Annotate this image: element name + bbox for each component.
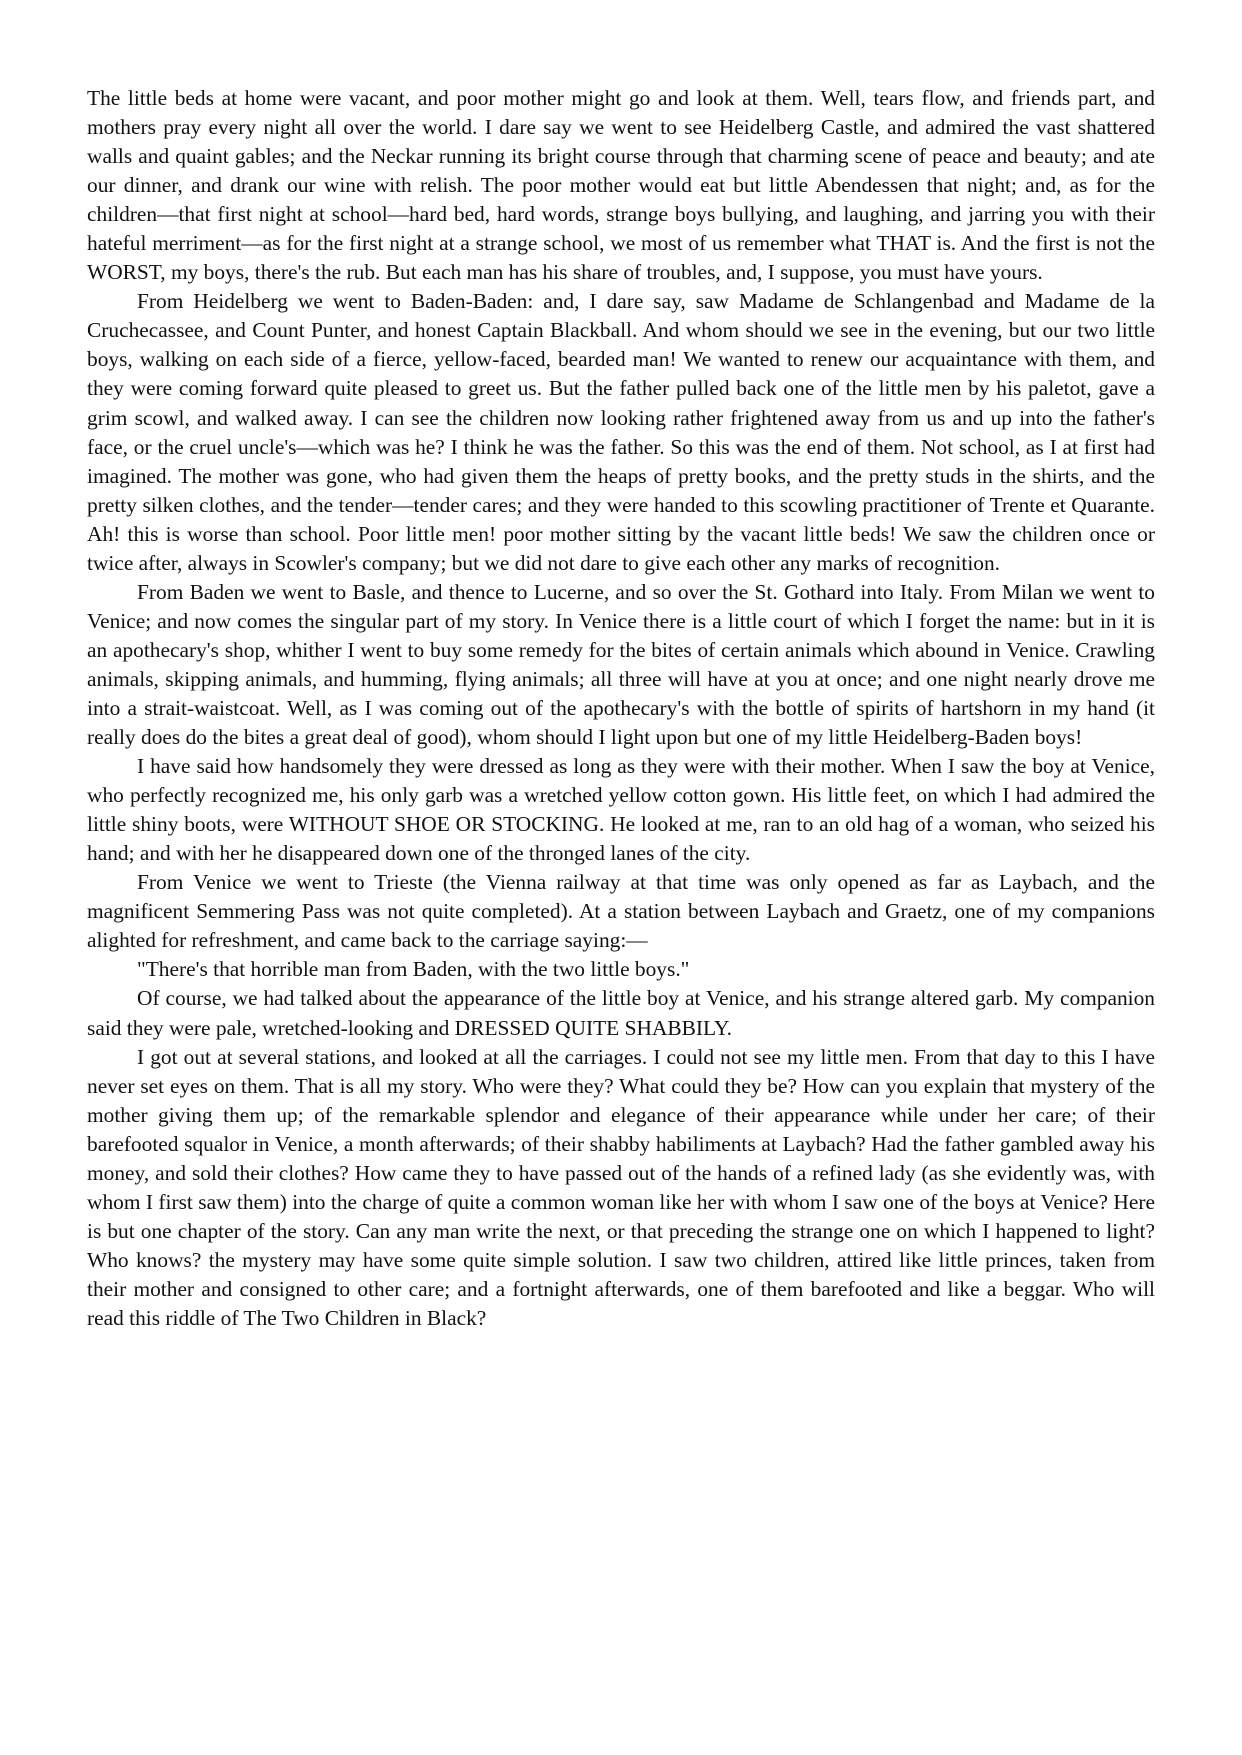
paragraph-venice-apothecary: From Baden we went to Basle, and thence to Lucerne, and so over the St. Gothard into Italy. From Milan we went to Venice; and now comes the singular part of my story. In Venice there is a little court of which I forget the name: but in it is an apothecary's shop, whither I went to buy some remedy for the bites of certain animals which abound in Venice. Crawling animals, skipping animals, and humming, flying animals; all three will have at you at once; and one night nearly drove me into a strait-waistcoat. Well, as I was coming out of the apothecary's with the bottle of spirits of hartshorn in my hand (it really does do the bites a great deal of good), whom should I light upon but one of my little Heidelberg-Baden boys! (87, 579, 1155, 750)
paragraph-boy-at-venice: I have said how handsomely they were dressed as long as they were with their mother. When I saw the boy at Venice, who perfectly recognized me, his only garb was a wretched yellow cotton gown. His little feet, on which I had admired the little shiny boots, were WITHOUT SHOE OR STOCKING. He looked at me, ran to an old hag of a woman, who seized his hand; and with her he disappeared down one of the thronged lanes of the city. (87, 754, 1155, 866)
paragraph-heidelberg-castle: The little beds at home were vacant, and poor mother might go and look at them. Well, tears flow, and friends part, and mothers pray every night all over the world. I dare say we went to see Heidelberg Castle, and admired the vast shattered walls and quaint gables; and the Neckar running its bright course through that charming scene of peace and beauty; and ate our dinner, and drank our wine with relish. The poor mother would eat but little Abendessen that night; and, as for the children—that first night at school—hard bed, hard words, strange boys bullying, and laughing, and jarring you with their hateful merriment—as for the first night at a strange school, we most of us remember what THAT is. And the first is not the WORST, my boys, there's the rub. But each man has his share of troubles, and, I suppose, you must have yours. (87, 86, 1155, 285)
document-page (87, 84, 1155, 1333)
paragraph-baden-baden: From Heidelberg we went to Baden-Baden: and, I dare say, saw Madame de Schlangenbad and Madame de la Cruchecassee, and Count Punter, and honest Captain Blackball. And whom should we see in the evening, but our two little boys, walking on each side of a fierce, yellow-faced, bearded man! We wanted to renew our acquaintance with them, and they were coming forward quite pleased to greet us. But the father pulled back one of the little men by his paletot, gave a grim scowl, and walked away. I can see the children now looking rather frightened away from us and up into the father's face, or the cruel uncle's—which was he? I think he was the father. So this was the end of them. Not school, as I at first had imagined. The mother was gone, who had given them the heaps of pretty books, and the pretty studs in the shirts, and the pretty silken clothes, and the tender—tender cares; and they were handed to this scowling practitioner of Trente et Quarante. Ah! this is worse than school. Poor little men! poor mother sitting by the vacant little beds! We saw the children once or twice after, always in Scowler's company; but we did not dare to give each other any marks of recognition. (87, 289, 1155, 575)
paragraph-trieste-journey: From Venice we went to Trieste (the Vienna railway at that time was only opened as far as Laybach, and the magnificent Semmering Pass was not quite completed). At a station between Laybach and Graetz, one of my companions alighted for refreshment, and came back to the carriage saying:— (87, 870, 1155, 953)
paragraph-dressed-shabbily: Of course, we had talked about the appearance of the little boy at Venice, and his strange altered garb. My companion said they were pale, wretched-looking and DRESSED QUITE SHABBILY. (87, 986, 1155, 1040)
paragraph-horrible-man-quote: "There's that horrible man from Baden, with the two little boys." (137, 957, 690, 982)
paragraph-mystery-riddle: I got out at several stations, and looked at all the carriages. I could not see my little men. From that day to this I have never set eyes on them. That is all my story. Who were they? What could they be? How can you explain that mystery of the mother giving them up; of the remarkable splendor and elegance of their appearance while under her care; of their barefooted squalor in Venice, a month afterwards; of their shabby habiliments at Laybach? Had the father gambled away his money, and sold their clothes? How came they to have passed out of the hands of a refined lady (as she evidently was, with whom I first saw them) into the charge of quite a common woman like her with whom I saw one of the boys at Venice? Here is but one chapter of the story. Can any man write the next, or that preceding the strange one on which I happened to light? Who knows? the mystery may have some quite simple solution. I saw two children, attired like little princes, taken from their mother and consigned to other care; and a fortnight afterwards, one of them barefooted and like a beggar. Who will read this riddle of The Two Children in Black? (87, 1044, 1155, 1330)
